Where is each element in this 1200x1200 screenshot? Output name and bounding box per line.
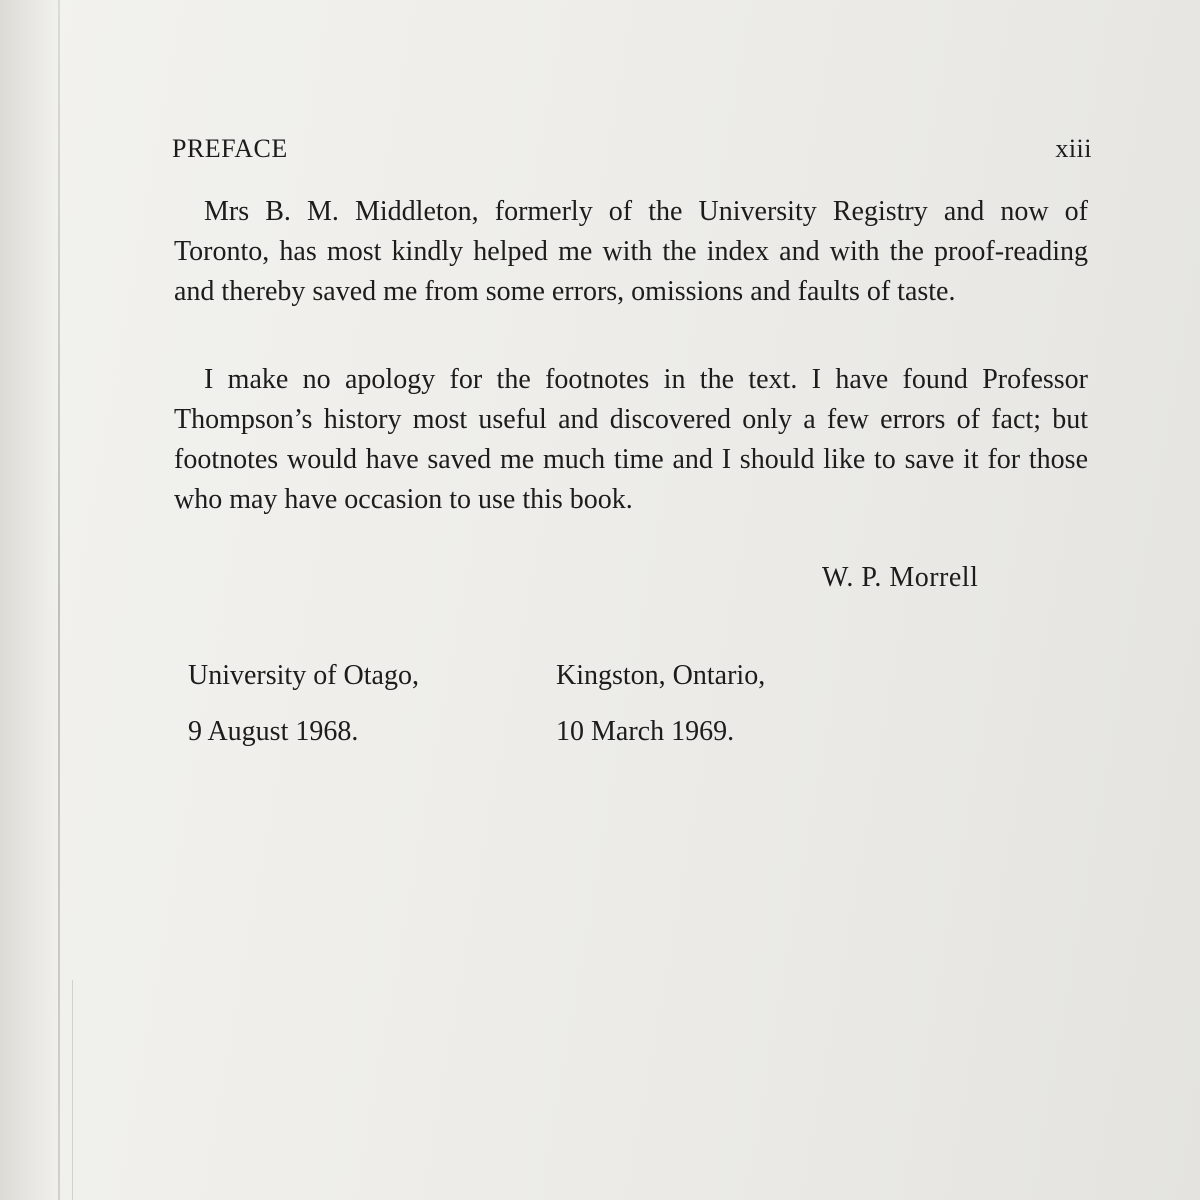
paragraph-footnotes	[174, 360, 1088, 520]
author-signature: W. P. Morrell	[822, 562, 979, 593]
running-head	[172, 134, 1092, 170]
running-title: PREFACE	[172, 134, 288, 163]
place-date: 9 August 1968.	[188, 716, 359, 747]
page-fold	[58, 0, 60, 1200]
place-date-kingston	[556, 656, 765, 752]
spine-shadow	[0, 0, 60, 1200]
paragraph-text: Mrs B. M. Middleton, formerly of the University Registry and now of Toronto, has most kindly helped me with the index and with the proof-reading and thereby saved me from some errors, omissions and faults of taste.	[174, 196, 1088, 307]
place-date: 10 March 1969.	[556, 716, 735, 747]
paragraph-text: I make no apology for the footnotes in the text. I have found Professor Thompson’s history most useful and discovered only a few errors of fact; but footnotes would have saved me much time and I should like to save it for those who may have occasion to use this book.	[174, 364, 1088, 515]
place-name: Kingston, Ontario,	[556, 660, 766, 691]
page-number: xiii	[1055, 134, 1092, 163]
paragraph-acknowledgement	[174, 192, 1088, 312]
place-date-otago	[188, 656, 419, 752]
page-edge	[72, 980, 73, 1200]
place-name: University of Otago,	[188, 660, 419, 691]
